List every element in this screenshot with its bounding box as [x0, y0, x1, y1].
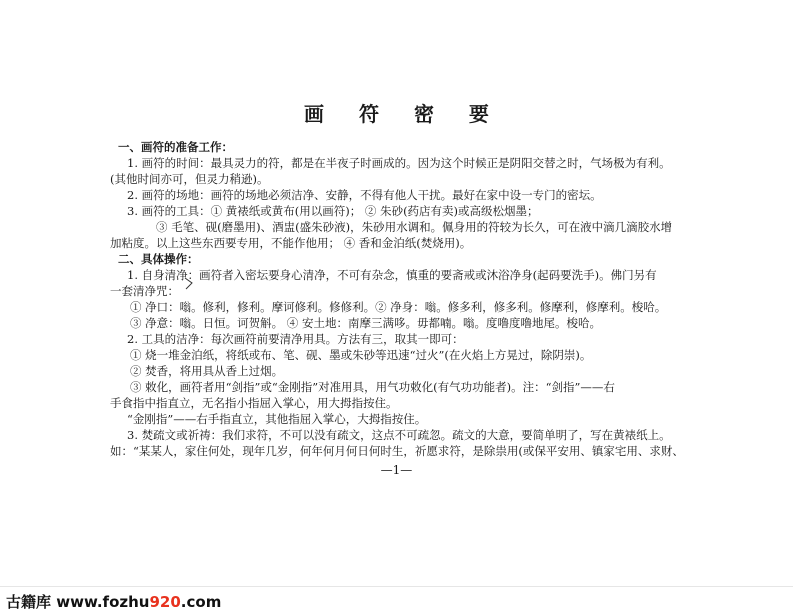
paragraph-line: 加粘度。以上这些东西要专用，不能作他用； ④ 香和金泊纸(焚烧用)。 — [110, 236, 472, 250]
paragraph-line: (其他时间亦可，但灵力稍逊)。 — [110, 172, 269, 186]
section-heading: 二、具体操作： — [118, 252, 199, 266]
site-watermark — [6, 591, 221, 612]
site-name: 古籍库 — [6, 593, 52, 611]
paragraph-line: “金刚指”——右手指直立，其他指屈入掌心，大拇指按住。 — [127, 412, 427, 426]
paragraph-line: 一套清净咒： — [110, 284, 179, 298]
page-title: 画 符 密 要 — [304, 102, 503, 126]
watermark-footer — [0, 586, 793, 614]
paragraph-line: 3. 焚疏文或祈祷：我们求符，不可以没有疏文，这点不可疏忽。疏文的大意，要简单明了，写在黄裱纸上。 — [127, 428, 671, 442]
paragraph-line: 2. 画符的场地：画符的场地必须洁净、安静，不得有他人干扰。最好在家中设一专门的密坛。 — [127, 188, 602, 202]
paragraph-line: 如：“某某人，家住何处，现年几岁，何年何月何日何时生，祈愿求符，是除祟用(或保平安用、镇家宅用、求财、 — [110, 444, 684, 458]
paragraph-line: 2. 工具的洁净：每次画符前要清净用具。方法有三，取其一即可： — [127, 332, 464, 346]
site-url-suffix: .com — [180, 593, 222, 611]
paragraph-line: 1. 画符的时间：最具灵力的符，都是在半夜子时画成的。因为这个时候正是阴阳交替之时，气场极为有利。 — [127, 156, 671, 170]
paragraph-line: ① 净口：嗡。修利，修利。摩诃修利。修修利。② 净身：嗡。修多利，修多利。修摩利，修摩利。梭哈。 — [130, 300, 667, 314]
paragraph-line: ③ 净意：嗡。日恒。诃贺斛。 ④ 安土地：南摩三满哆。毋都喃。嗡。度噜度噜地尾。梭哈。 — [130, 316, 601, 330]
paragraph-line: ③ 毛笔、砚(磨墨用)、酒盅(盛朱砂液)，朱砂用水调和。佩身用的符较为长久，可在液中滴几滴胶水增 — [156, 220, 673, 234]
site-url-highlight: 920 — [149, 593, 181, 611]
pen-mark-icon — [183, 276, 195, 290]
paragraph-line: 1. 自身清净：画符者入密坛要身心清净，不可有杂念，慎重的要斋戒或沐浴净身(起码要洗手)。佛门另有 — [127, 268, 657, 282]
page-number: —1— — [380, 463, 413, 477]
section-heading: 一、画符的准备工作： — [118, 140, 233, 154]
paragraph-line: ② 焚香，将用具从香上过烟。 — [130, 364, 284, 378]
paragraph-line: 手食指中指直立，无名指小指屈入掌心，用大拇指按住。 — [110, 396, 398, 410]
paragraph-line: 3. 画符的工具：① 黄裱纸或黄布(用以画符)； ② 朱砂(药店有卖)或高级松烟墨； — [127, 204, 539, 218]
paragraph-line: ③ 敕化，画符者用“剑指”或“金刚指”对准用具，用气功敕化(有气功功能者)。注：“剑指”——右 — [130, 380, 615, 394]
paragraph-line: ① 烧一堆金泊纸，将纸或布、笔、砚、墨或朱砂等迅速“过火”(在火焰上方晃过，除阴崇)。 — [130, 348, 592, 362]
site-url-prefix: www.fozhu — [56, 593, 150, 611]
